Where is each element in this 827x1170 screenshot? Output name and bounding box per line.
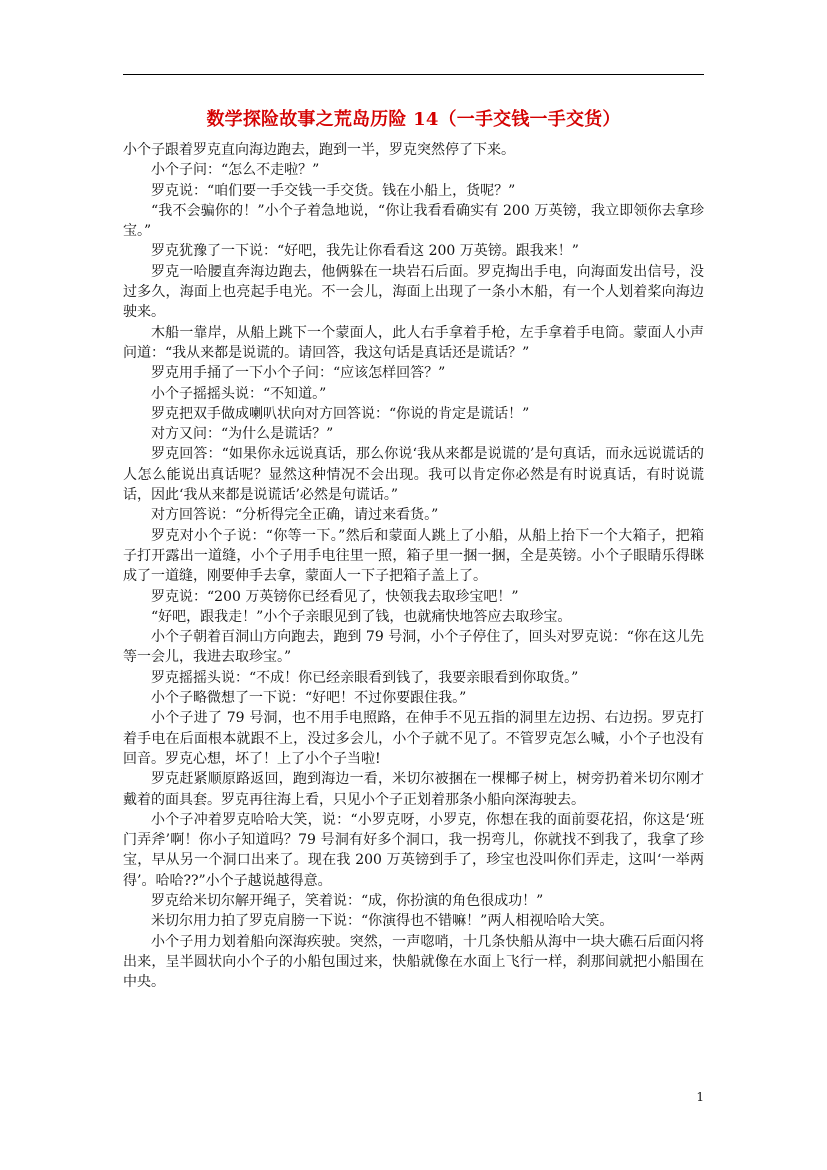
paragraph: 小个子摇摇头说：“不知道。”	[151, 385, 327, 402]
document-body	[123, 140, 704, 992]
paragraph: 对方回答说：“分析得完全正确，请过来看货。”	[151, 507, 439, 524]
paragraph: 对方又问：“为什么是谎话？”	[151, 426, 334, 443]
paragraph: 罗克赶紧顺原路返回，跑到海边一看，米切尔被捆在一棵椰子树上，树旁扔着米切尔刚才戴着的面具套。罗克再往海上看，只见小个子正划着那条小船向深海驶去。	[123, 771, 704, 808]
paragraph: 罗克犹豫了一下说：“好吧，我先让你看看这 200 万英镑。跟我来！”	[151, 243, 579, 260]
paragraph: 小个子跟着罗克直向海边跑去，跑到一半，罗克突然停了下来。	[123, 142, 515, 158]
paragraph: “我不会骗你的！”小个子着急地说，“你让我看看确实有 200 万英镑，我立即领你去拿珍宝。”	[123, 202, 704, 240]
paragraph: 小个子问：“怎么不走啦？”	[151, 162, 320, 179]
paragraph: 罗克把双手做成喇叭状向对方回答说：“你说的肯定是谎话！”	[151, 405, 530, 422]
paragraph: 罗克给米切尔解开绳子，笑着说：“成，你扮演的角色很成功！”	[151, 892, 544, 909]
header-rule	[123, 74, 704, 75]
paragraph: 木船一靠岸，从船上跳下一个蒙面人，此人右手拿着手枪，左手拿着手电筒。蒙面人小声问道：“我从来都是说谎的。请回答，我这句话是真话还是谎话？”	[123, 324, 704, 361]
paragraph: 小个子进了 79 号洞，也不用手电照路，在伸手不见五指的洞里左边拐、右边拐。罗克打着手电在后面根本就跟不上，没过多会儿，小个子就不见了。不管罗克怎么喊，小个子也没有回音。罗克心想，坏了！上了小个子当啦!	[123, 710, 704, 767]
paragraph: 小个子冲着罗克哈哈大笑，说：“小罗克呀，小罗克，你想在我的面前耍花招，你这是‘班门弄斧’啊！你小子知道吗？79 号洞有好多个洞口，我一拐弯儿，你就找不到我了，我拿了珍宝，早从另一个洞口出来了。现在我 200 万英镑到手了，珍宝也没叫你们弄走，这叫‘一举两得’。哈哈??”小个子越说越得意。	[123, 811, 704, 889]
paragraph: 罗克用手捅了一下小个子问：“应该怎样回答？”	[151, 365, 446, 382]
paragraph: “好吧，跟我走！”小个子亲眼见到了钱，也就痛快地答应去取珍宝。	[151, 608, 572, 625]
paragraph: 罗克说：“咱们要一手交钱一手交货。钱在小船上，货呢？”	[151, 182, 516, 199]
paragraph: 罗克一哈腰直奔海边跑去，他俩躲在一块岩石后面。罗克掏出手电，向海面发出信号，没过多久，海面上也亮起手电光。不一会儿，海面上出现了一条小木船，有一个人划着桨向海边驶来。	[123, 263, 704, 321]
paragraph: 米切尔用力拍了罗克肩膀一下说：“你演得也不错嘛！”两人相视哈哈大笑。	[151, 913, 614, 930]
paragraph: 小个子略微想了一下说：“好吧！不过你要跟住我。”	[151, 690, 467, 707]
paragraph: 罗克说：“200 万英镑你已经看见了，快领我去取珍宝吧！”	[151, 588, 519, 605]
document-title: 数学探险故事之荒岛历险 14（一手交钱一手交货）	[206, 109, 621, 130]
paragraph: 罗克对小个子说：“你等一下。”然后和蒙面人跳上了小船，从船上抬下一个大箱子，把箱子打开露出一道缝，小个子用手电往里一照，箱子里一捆一捆，全是英镑。小个子眼睛乐得眯成了一道缝，刚要伸手去拿，蒙面人一下子把箱子盖上了。	[123, 527, 704, 585]
page-number: 1	[696, 1090, 704, 1104]
paragraph: 小个子朝着百洞山方向跑去，跑到 79 号洞，小个子停住了，回头对罗克说：“你在这儿先等一会儿，我进去取珍宝。”	[123, 629, 704, 666]
paragraph: 小个子用力划着船向深海疾驶。突然，一声唿哨，十几条快船从海中一块大礁石后面闪将出来，呈半圆状向小个子的小船包围过来，快船就像在水面上飞行一样，刹那间就把小船围在中央。	[123, 933, 704, 991]
paragraph: 罗克摇摇头说：“不成！你已经亲眼看到钱了，我要亲眼看到你取货。”	[151, 669, 579, 686]
paragraph: 罗克回答：“如果你永远说真话，那么你说‘我从来都是说谎的’是句真话，而永远说谎话的人怎么能说出真话呢？显然这种情况不会出现。我可以肯定你必然是有时说真话，有时说谎话，因此‘我从来都是说谎话’必然是句谎话。”	[123, 446, 704, 504]
